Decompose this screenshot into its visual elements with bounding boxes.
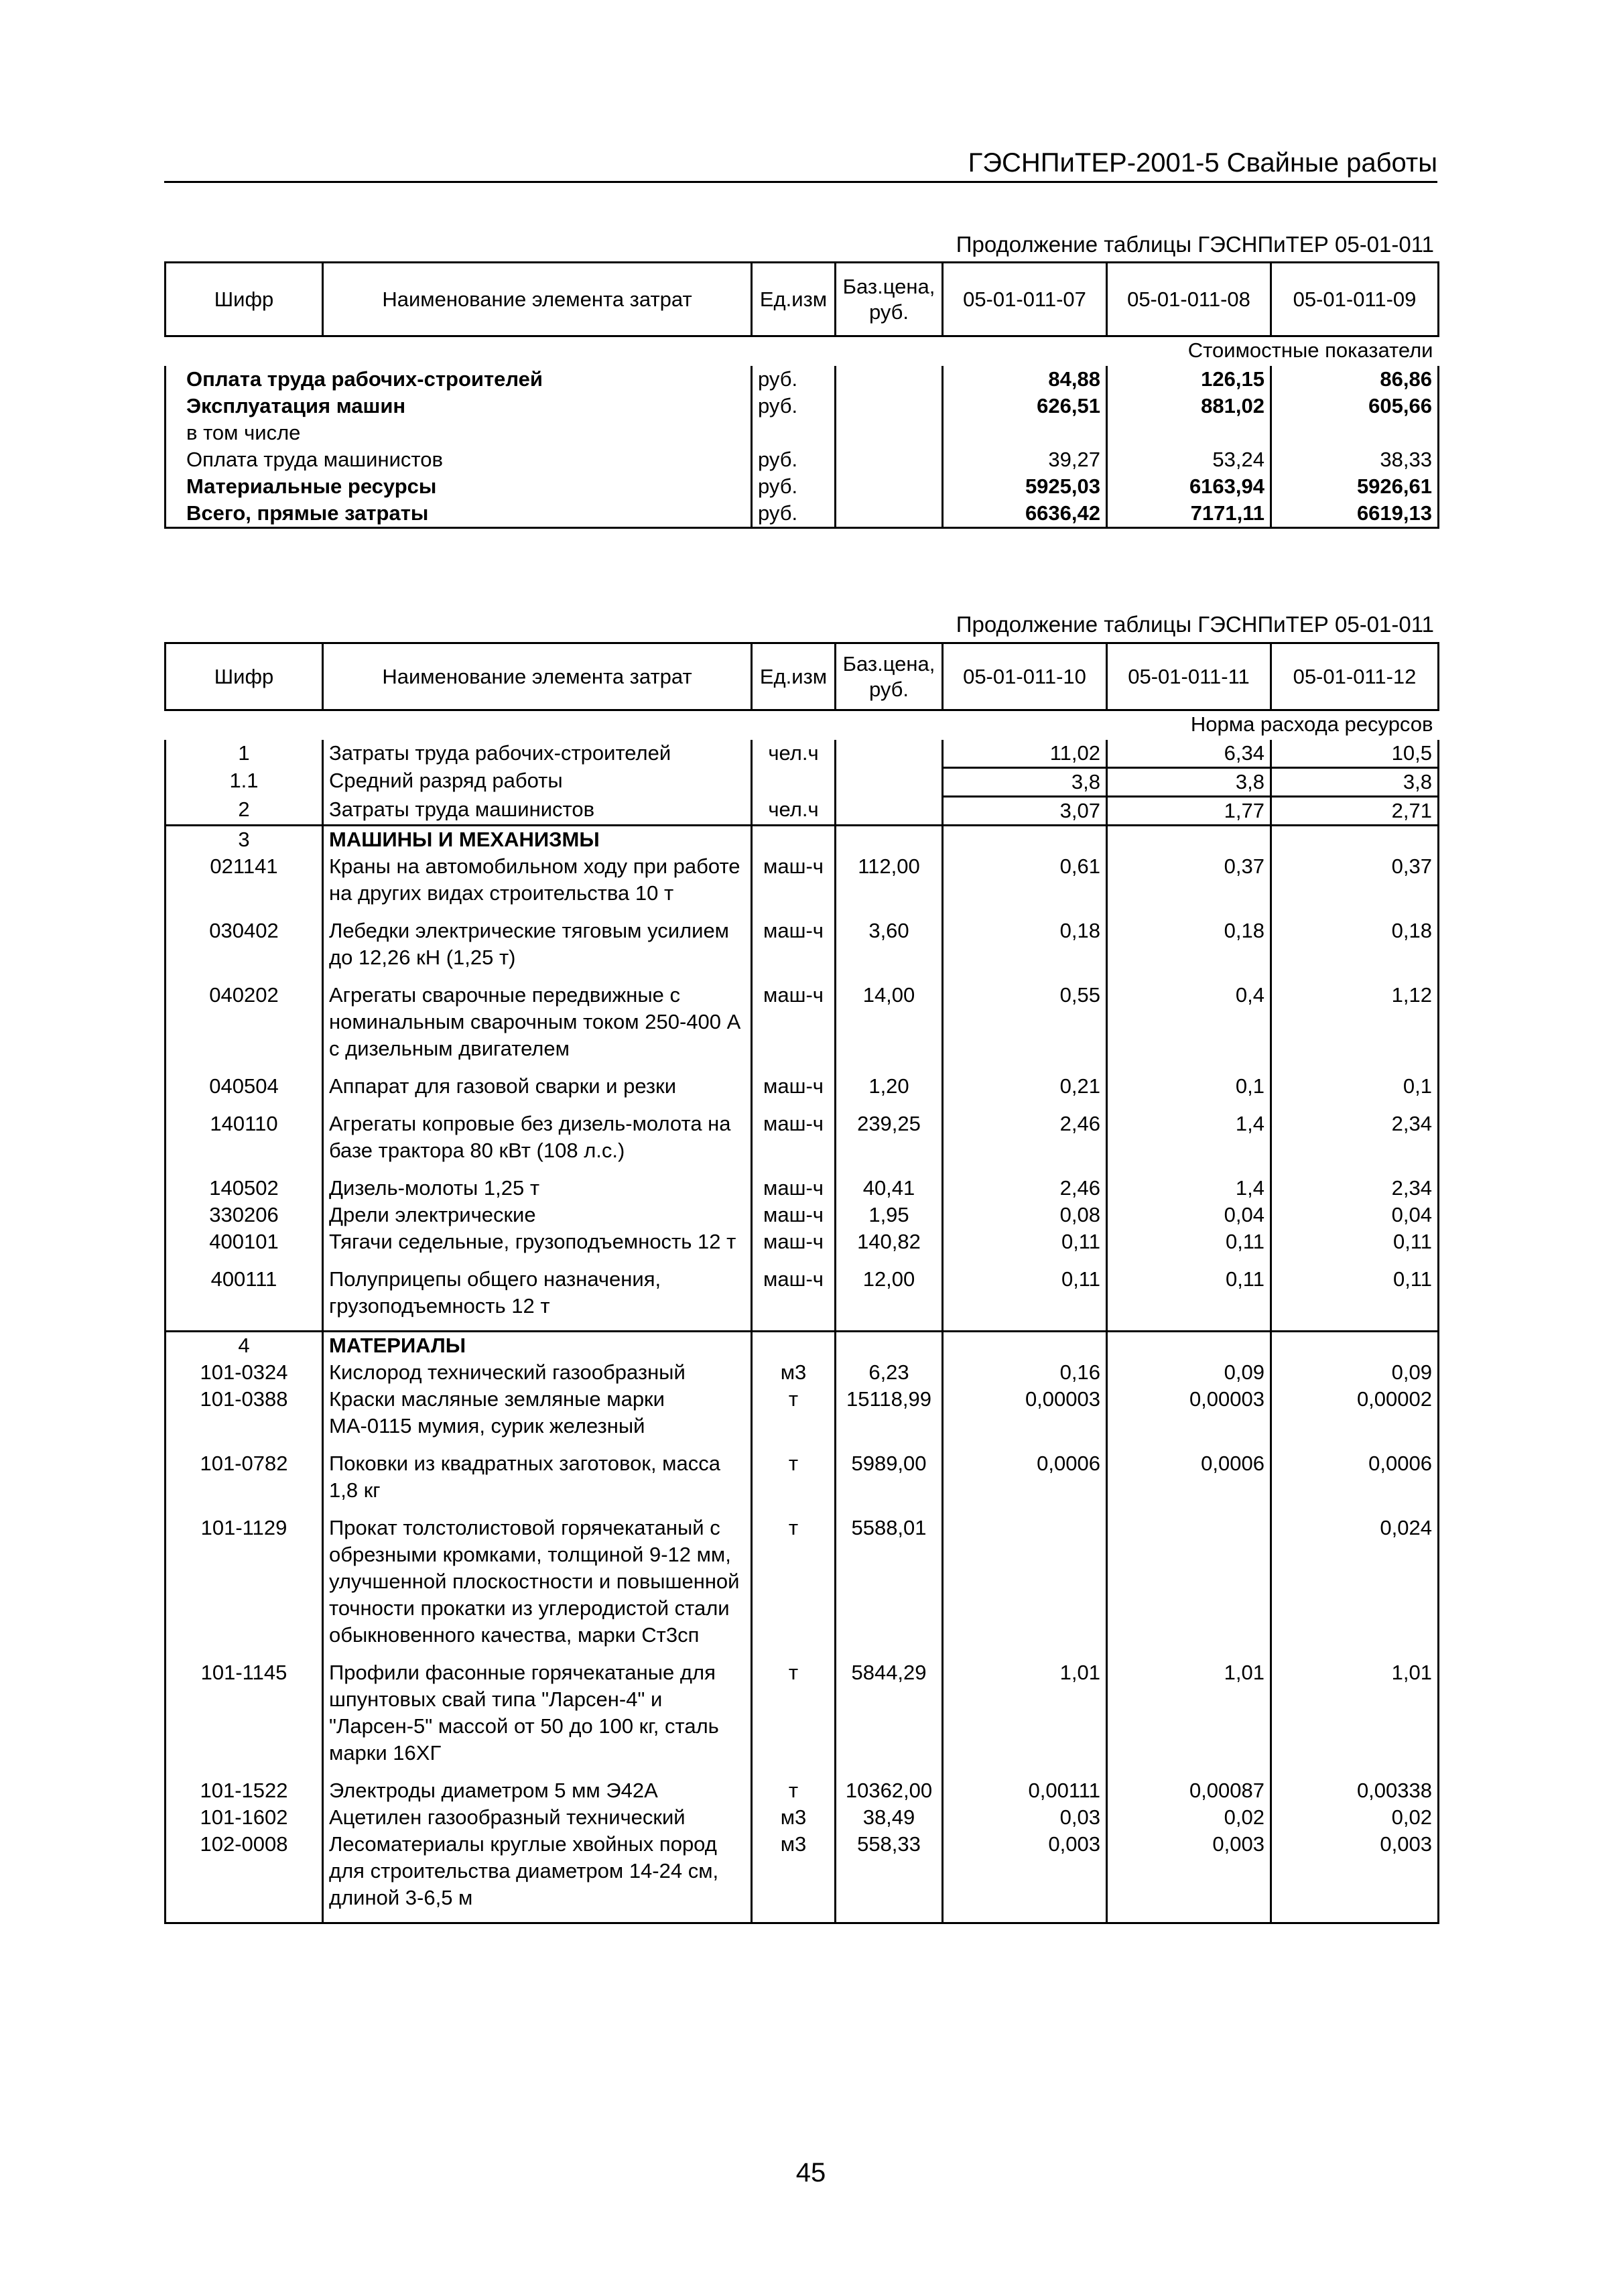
row-price: 38,49 — [836, 1804, 943, 1831]
row-code: 1 — [166, 740, 323, 768]
row-unit: т — [752, 1515, 836, 1659]
row-code: 101-0782 — [166, 1450, 323, 1515]
table-row — [166, 393, 1439, 420]
row-value-3: 6619,13 — [1271, 500, 1439, 528]
row-unit: маш-ч — [752, 853, 836, 917]
row-price — [836, 767, 943, 796]
row-name: Оплата труда машинистов — [166, 446, 752, 473]
table1-band: Стоимостные показатели — [1187, 338, 1433, 362]
table2-caption: Продолжение таблицы ГЭСНПиТЕР 05-01-011 — [956, 612, 1434, 637]
row-code: 330206 — [166, 1202, 323, 1228]
row-value-1: 0,55 — [943, 982, 1107, 1073]
table2-header-code: Шифр — [166, 643, 323, 710]
row-value-1: 626,51 — [943, 393, 1107, 420]
row-value-3: 0,37 — [1271, 853, 1439, 917]
row-value-1: 0,08 — [943, 1202, 1107, 1228]
row-value-3: 2,71 — [1271, 796, 1439, 825]
machine-row — [166, 1228, 1439, 1266]
table2-header-name: Наименование элемента затрат — [323, 643, 752, 710]
row-code: 101-1129 — [166, 1515, 323, 1659]
row-price — [836, 366, 943, 393]
row-price: 1,20 — [836, 1073, 943, 1110]
row-price — [836, 473, 943, 500]
table1-header-col2: 05-01-011-08 — [1107, 263, 1271, 336]
row-unit: руб. — [752, 393, 836, 420]
row-unit: маш-ч — [752, 1228, 836, 1266]
labor-row — [166, 767, 1439, 796]
table1-header-col1: 05-01-011-07 — [943, 263, 1107, 336]
row-value-3 — [1271, 1331, 1439, 1359]
material-row — [166, 1386, 1439, 1450]
row-value-1: 3,8 — [943, 767, 1107, 796]
table-row — [166, 446, 1439, 473]
section-row-machines — [166, 825, 1439, 853]
row-price — [836, 740, 943, 768]
row-value-3: 3,8 — [1271, 767, 1439, 796]
table-row — [166, 366, 1439, 393]
row-unit: руб. — [752, 366, 836, 393]
row-value-2: 0,02 — [1107, 1804, 1271, 1831]
row-value-2: 0,11 — [1107, 1228, 1271, 1266]
row-name: Оплата труда рабочих-строителей — [166, 366, 752, 393]
row-unit: руб. — [752, 500, 836, 528]
row-price — [836, 796, 943, 825]
row-code: 140502 — [166, 1175, 323, 1202]
row-value-1: 0,11 — [943, 1266, 1107, 1332]
row-value-1: 0,00003 — [943, 1386, 1107, 1450]
row-value-1: 84,88 — [943, 366, 1107, 393]
material-row — [166, 1659, 1439, 1777]
row-name: Затраты труда машинистов — [323, 796, 752, 825]
row-value-3: 1,12 — [1271, 982, 1439, 1073]
machine-row — [166, 1202, 1439, 1228]
row-code: 101-0388 — [166, 1386, 323, 1450]
row-price — [836, 446, 943, 473]
section-row-materials — [166, 1331, 1439, 1359]
row-unit: маш-ч — [752, 982, 836, 1073]
row-value-2: 0,0006 — [1107, 1450, 1271, 1515]
row-unit: маш-ч — [752, 1110, 836, 1175]
row-value-3 — [1271, 420, 1439, 446]
row-value-3: 10,5 — [1271, 740, 1439, 768]
row-price: 6,23 — [836, 1359, 943, 1386]
row-unit: руб. — [752, 473, 836, 500]
row-value-1: 0,00111 — [943, 1777, 1107, 1804]
row-code: 101-1522 — [166, 1777, 323, 1804]
row-name: Дрели электрические — [323, 1202, 752, 1228]
table2-header-price: Баз.цена, руб. — [836, 643, 943, 710]
row-unit: маш-ч — [752, 917, 836, 982]
row-value-1: 0,16 — [943, 1359, 1107, 1386]
header-rule — [164, 181, 1437, 183]
table1-header-name: Наименование элемента затрат — [323, 263, 752, 336]
row-name: Агрегаты сварочные передвижные с номинальным сварочным током 250-400 А с дизельным двигателем — [323, 982, 752, 1073]
table1-caption: Продолжение таблицы ГЭСНПиТЕР 05-01-011 — [956, 232, 1434, 257]
row-value-2: 0,1 — [1107, 1073, 1271, 1110]
row-name: Затраты труда рабочих-строителей — [323, 740, 752, 768]
row-value-3: 0,0006 — [1271, 1450, 1439, 1515]
table-row — [166, 420, 1439, 446]
row-name: Прокат толстолистовой горячекатаный с обрезными кромками, толщиной 9-12 мм, улучшенной плоскостности и повышенной точности прокатки из углеродистой стали обыкновенного качества, марки Ст3сп — [323, 1515, 752, 1659]
row-name: Электроды диаметром 5 мм Э42А — [323, 1777, 752, 1804]
row-name: Дизель-молоты 1,25 т — [323, 1175, 752, 1202]
row-value-2 — [1107, 1515, 1271, 1659]
machine-row — [166, 982, 1439, 1073]
row-value-1: 3,07 — [943, 796, 1107, 825]
row-value-2 — [1107, 420, 1271, 446]
row-price — [836, 1331, 943, 1359]
row-value-1: 1,01 — [943, 1659, 1107, 1777]
row-name: Лесоматериалы круглые хвойных пород для строительства диаметром 14-24 см, длиной 3-6,5 м — [323, 1831, 752, 1923]
row-value-3: 0,003 — [1271, 1831, 1439, 1923]
row-unit: т — [752, 1777, 836, 1804]
row-unit: маш-ч — [752, 1266, 836, 1332]
row-value-2: 1,4 — [1107, 1175, 1271, 1202]
machine-row — [166, 1266, 1439, 1332]
row-code: 101-0324 — [166, 1359, 323, 1386]
row-name: Профили фасонные горячекатаные для шпунтовых свай типа "Ларсен-4" и "Ларсен-5" массой от 50 до 100 кг, сталь марки 16ХГ — [323, 1659, 752, 1777]
table2-header-unit: Ед.изм — [752, 643, 836, 710]
table1-header-unit: Ед.изм — [752, 263, 836, 336]
table-row — [166, 473, 1439, 500]
row-value-1: 0,03 — [943, 1804, 1107, 1831]
row-value-1: 2,46 — [943, 1110, 1107, 1175]
row-name: Материальные ресурсы — [166, 473, 752, 500]
row-name: Лебедки электрические тяговым усилием до 12,26 кН (1,25 т) — [323, 917, 752, 982]
row-price: 15118,99 — [836, 1386, 943, 1450]
row-value-1 — [943, 420, 1107, 446]
row-value-3: 1,01 — [1271, 1659, 1439, 1777]
row-value-1: 0,11 — [943, 1228, 1107, 1266]
row-price: 112,00 — [836, 853, 943, 917]
row-value-1 — [943, 1515, 1107, 1659]
row-code: 101-1145 — [166, 1659, 323, 1777]
row-value-3: 0,18 — [1271, 917, 1439, 982]
row-value-3: 0,11 — [1271, 1266, 1439, 1332]
row-name: МАШИНЫ И МЕХАНИЗМЫ — [323, 825, 752, 853]
row-price: 40,41 — [836, 1175, 943, 1202]
row-value-3: 2,34 — [1271, 1110, 1439, 1175]
row-unit: маш-ч — [752, 1175, 836, 1202]
row-price — [836, 420, 943, 446]
row-price: 3,60 — [836, 917, 943, 982]
row-name: Краны на автомобильном ходу при работе на других видах строительства 10 т — [323, 853, 752, 917]
row-value-2: 0,00003 — [1107, 1386, 1271, 1450]
row-value-3: 0,04 — [1271, 1202, 1439, 1228]
row-code: 040504 — [166, 1073, 323, 1110]
row-name: Всего, прямые затраты — [166, 500, 752, 528]
row-value-2: 1,01 — [1107, 1659, 1271, 1777]
row-code: 400111 — [166, 1266, 323, 1332]
row-price — [836, 500, 943, 528]
row-code: 3 — [166, 825, 323, 853]
row-unit — [752, 767, 836, 796]
row-value-1 — [943, 825, 1107, 853]
row-name: Полуприцепы общего назначения, грузоподъемность 12 т — [323, 1266, 752, 1332]
machine-row — [166, 917, 1439, 982]
material-row — [166, 1804, 1439, 1831]
row-name: Краски масляные земляные марки МА-0115 мумия, сурик железный — [323, 1386, 752, 1450]
row-value-3: 0,02 — [1271, 1804, 1439, 1831]
row-unit — [752, 825, 836, 853]
row-unit: маш-ч — [752, 1073, 836, 1110]
table2 — [164, 642, 1439, 1924]
row-value-1: 0,21 — [943, 1073, 1107, 1110]
row-value-2: 0,00087 — [1107, 1777, 1271, 1804]
row-value-2 — [1107, 825, 1271, 853]
row-name: Тягачи седельные, грузоподъемность 12 т — [323, 1228, 752, 1266]
table1 — [164, 261, 1439, 529]
row-value-3: 38,33 — [1271, 446, 1439, 473]
row-unit: м3 — [752, 1804, 836, 1831]
row-value-2: 1,4 — [1107, 1110, 1271, 1175]
row-name: Агрегаты копровые без дизель-молота на базе трактора 80 кВт (108 л.с.) — [323, 1110, 752, 1175]
row-value-2: 0,003 — [1107, 1831, 1271, 1923]
row-value-3: 0,00338 — [1271, 1777, 1439, 1804]
row-code: 040202 — [166, 982, 323, 1073]
row-unit: м3 — [752, 1831, 836, 1923]
row-name: Ацетилен газообразный технический — [323, 1804, 752, 1831]
row-value-1: 0,003 — [943, 1831, 1107, 1923]
row-name: МАТЕРИАЛЫ — [323, 1331, 752, 1359]
page-number: 45 — [795, 2158, 826, 2187]
row-value-2: 0,18 — [1107, 917, 1271, 982]
row-unit: м3 — [752, 1359, 836, 1386]
row-code: 400101 — [166, 1228, 323, 1266]
row-unit: т — [752, 1450, 836, 1515]
row-value-3: 0,1 — [1271, 1073, 1439, 1110]
row-name: Кислород технический газообразный — [323, 1359, 752, 1386]
row-name: Эксплуатация машин — [166, 393, 752, 420]
row-value-2: 0,09 — [1107, 1359, 1271, 1386]
row-value-2: 1,77 — [1107, 796, 1271, 825]
row-unit — [752, 420, 836, 446]
row-value-2: 0,11 — [1107, 1266, 1271, 1332]
table2-band: Норма расхода ресурсов — [1190, 712, 1433, 736]
row-value-2: 0,4 — [1107, 982, 1271, 1073]
material-row — [166, 1831, 1439, 1923]
row-value-3: 0,11 — [1271, 1228, 1439, 1266]
row-value-2: 7171,11 — [1107, 500, 1271, 528]
table1-header-code: Шифр — [166, 263, 323, 336]
material-row — [166, 1359, 1439, 1386]
row-price: 14,00 — [836, 982, 943, 1073]
row-value-2: 6,34 — [1107, 740, 1271, 768]
row-value-3: 0,09 — [1271, 1359, 1439, 1386]
row-value-3 — [1271, 825, 1439, 853]
row-value-2: 126,15 — [1107, 366, 1271, 393]
row-unit: т — [752, 1386, 836, 1450]
row-value-2: 0,04 — [1107, 1202, 1271, 1228]
row-code: 2 — [166, 796, 323, 825]
table2-header-col2: 05-01-011-11 — [1107, 643, 1271, 710]
row-value-2: 3,8 — [1107, 767, 1271, 796]
row-price: 239,25 — [836, 1110, 943, 1175]
row-value-1: 0,18 — [943, 917, 1107, 982]
row-value-3: 5926,61 — [1271, 473, 1439, 500]
machine-row — [166, 1175, 1439, 1202]
row-value-1: 39,27 — [943, 446, 1107, 473]
table1-header-price: Баз.цена, руб. — [836, 263, 943, 336]
row-price — [836, 393, 943, 420]
row-value-3: 86,86 — [1271, 366, 1439, 393]
row-unit: маш-ч — [752, 1202, 836, 1228]
row-code: 101-1602 — [166, 1804, 323, 1831]
row-code: 021141 — [166, 853, 323, 917]
row-price: 140,82 — [836, 1228, 943, 1266]
labor-row — [166, 796, 1439, 825]
row-code: 4 — [166, 1331, 323, 1359]
table1-header-col3: 05-01-011-09 — [1271, 263, 1439, 336]
row-value-2: 881,02 — [1107, 393, 1271, 420]
machine-row — [166, 1073, 1439, 1110]
row-value-1: 2,46 — [943, 1175, 1107, 1202]
row-price: 10362,00 — [836, 1777, 943, 1804]
row-name: Поковки из квадратных заготовок, масса 1,8 кг — [323, 1450, 752, 1515]
row-code: 140110 — [166, 1110, 323, 1175]
table2-header-col1: 05-01-011-10 — [943, 643, 1107, 710]
table2-header-col3: 05-01-011-12 — [1271, 643, 1439, 710]
table-row — [166, 500, 1439, 528]
row-value-1: 0,61 — [943, 853, 1107, 917]
machine-row — [166, 1110, 1439, 1175]
row-unit: т — [752, 1659, 836, 1777]
row-name: Аппарат для газовой сварки и резки — [323, 1073, 752, 1110]
row-value-2 — [1107, 1331, 1271, 1359]
row-name: Средний разряд работы — [323, 767, 752, 796]
material-row — [166, 1777, 1439, 1804]
row-value-3: 2,34 — [1271, 1175, 1439, 1202]
labor-row — [166, 740, 1439, 768]
row-price: 5588,01 — [836, 1515, 943, 1659]
row-unit — [752, 1331, 836, 1359]
row-value-1 — [943, 1331, 1107, 1359]
running-title: ГЭСНПиТЕР-2001-5 Свайные работы — [968, 148, 1437, 178]
row-value-1: 5925,03 — [943, 473, 1107, 500]
row-value-1: 0,0006 — [943, 1450, 1107, 1515]
row-value-1: 11,02 — [943, 740, 1107, 768]
material-row — [166, 1450, 1439, 1515]
row-value-2: 53,24 — [1107, 446, 1271, 473]
row-value-3: 0,024 — [1271, 1515, 1439, 1659]
row-unit: чел.ч — [752, 796, 836, 825]
row-value-2: 0,37 — [1107, 853, 1271, 917]
row-code: 1.1 — [166, 767, 323, 796]
row-value-2: 6163,94 — [1107, 473, 1271, 500]
row-price: 5844,29 — [836, 1659, 943, 1777]
row-value-3: 605,66 — [1271, 393, 1439, 420]
row-code: 030402 — [166, 917, 323, 982]
row-value-1: 6636,42 — [943, 500, 1107, 528]
row-code: 102-0008 — [166, 1831, 323, 1923]
row-price: 558,33 — [836, 1831, 943, 1923]
material-row — [166, 1515, 1439, 1659]
row-unit: руб. — [752, 446, 836, 473]
row-price: 5989,00 — [836, 1450, 943, 1515]
row-price — [836, 825, 943, 853]
machine-row — [166, 853, 1439, 917]
row-name: в том числе — [166, 420, 752, 446]
row-price: 1,95 — [836, 1202, 943, 1228]
row-price: 12,00 — [836, 1266, 943, 1332]
row-unit: чел.ч — [752, 740, 836, 768]
row-value-3: 0,00002 — [1271, 1386, 1439, 1450]
